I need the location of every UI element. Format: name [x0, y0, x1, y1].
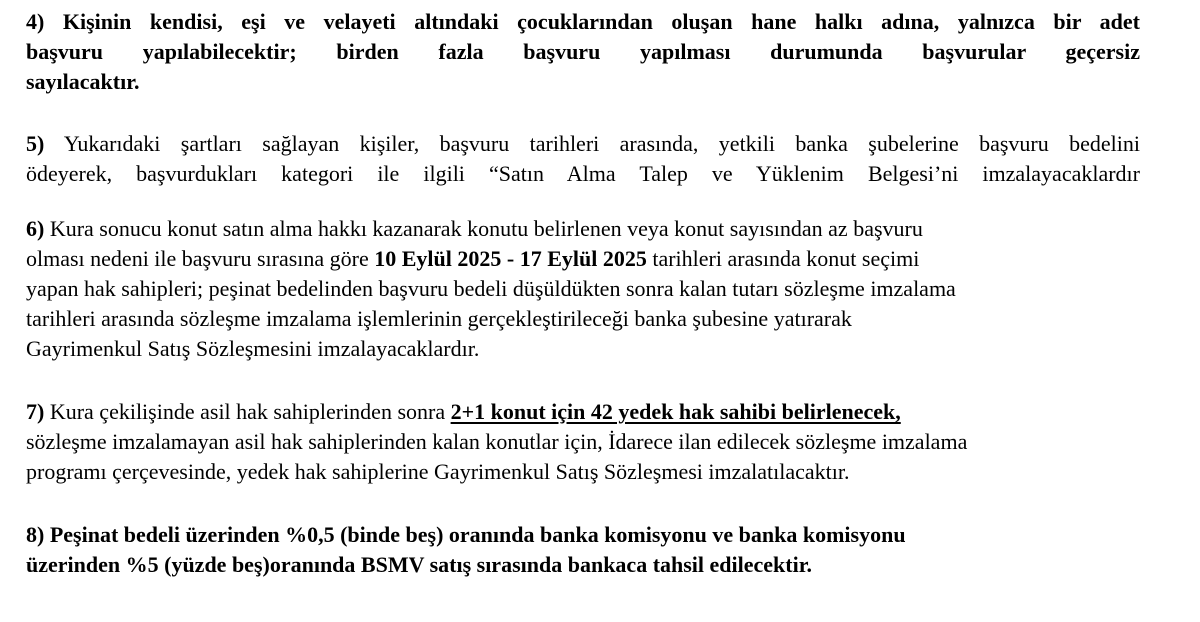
- item-4-line-3: sayılacaktır.: [26, 69, 140, 94]
- item-6-line-3: yapan hak sahipleri; peşinat bedelinden başvuru bedeli düşüldükten sonra kalan tutarı sözleşme imzalama: [26, 276, 956, 301]
- item-7-number: 7): [26, 399, 45, 424]
- item-7-line-2: sözleşme imzalamayan asil hak sahiplerinden kalan konutlar için, İdarece ilan edilecek sözleşme imzalama: [26, 429, 968, 454]
- item-6-line-5: Gayrimenkul Satış Sözleşmesini imzalayacaklardır.: [26, 336, 480, 361]
- item-6-line-1-text: Kura sonucu konut satın alma hakkı kazanarak konutu belirlenen veya konut sayısından az başvuru: [49, 216, 923, 241]
- item-4-paragraph: [26, 7, 1140, 97]
- item-8-paragraph: [26, 520, 1140, 580]
- item-6-number: 6): [26, 216, 45, 241]
- item-4-line-1: 4) Kişinin kendisi, eşi ve velayeti altındaki çocuklarından oluşan hane halkı adına, yalnızca bir adet: [26, 9, 1140, 34]
- item-7-reserve-note: 2+1 konut için 42 yedek hak sahibi belirlenecek,: [450, 399, 901, 424]
- item-6-line-2-post: tarihleri arasında konut seçimi: [646, 246, 920, 271]
- item-5-line-1: [26, 129, 1140, 159]
- item-5-paragraph: [26, 129, 1140, 189]
- item-7-line-1: [26, 397, 1140, 427]
- item-8-line-2: üzerinden %5 (yüzde beş)oranında BSMV satış sırasında bankaca tahsil edilecektir.: [26, 552, 812, 577]
- item-7-paragraph: [26, 397, 1140, 487]
- item-5-line-1-text: Yukarıdaki şartları sağlayan kişiler, başvuru tarihleri arasında, yetkili banka şubelerine başvuru bedelini: [63, 131, 1140, 156]
- item-6-line-2: [26, 244, 1140, 274]
- item-6-date-range: 10 Eylül 2025 - 17 Eylül 2025: [374, 246, 647, 271]
- item-6-paragraph: [26, 214, 1140, 364]
- item-5-number: 5): [26, 131, 45, 156]
- item-6-line-4: tarihleri arasında sözleşme imzalama işlemlerinin gerçekleştirileceği banka şubesine yatırarak: [26, 306, 852, 331]
- item-5-line-2: ödeyerek, başvurdukları kategori ile ilgili “Satın Alma Talep ve Yüklenim Belgesi’ni imzalayacaklardır: [26, 161, 1140, 186]
- item-8-line-1: 8) Peşinat bedeli üzerinden %0,5 (binde beş) oranında banka komisyonu ve banka komisyonu: [26, 522, 906, 547]
- item-7-line-3: programı çerçevesinde, yedek hak sahiplerine Gayrimenkul Satış Sözleşmesi imzalatılacaktır.: [26, 459, 850, 484]
- item-4-line-2: başvuru yapılabilecektir; birden fazla başvuru yapılması durumunda başvurular geçersiz: [26, 39, 1140, 64]
- item-6-line-1: [26, 214, 1140, 244]
- item-7-line-1-pre: Kura çekilişinde asil hak sahiplerinden sonra: [49, 399, 451, 424]
- item-6-line-2-pre: olması nedeni ile başvuru sırasına göre: [26, 246, 375, 271]
